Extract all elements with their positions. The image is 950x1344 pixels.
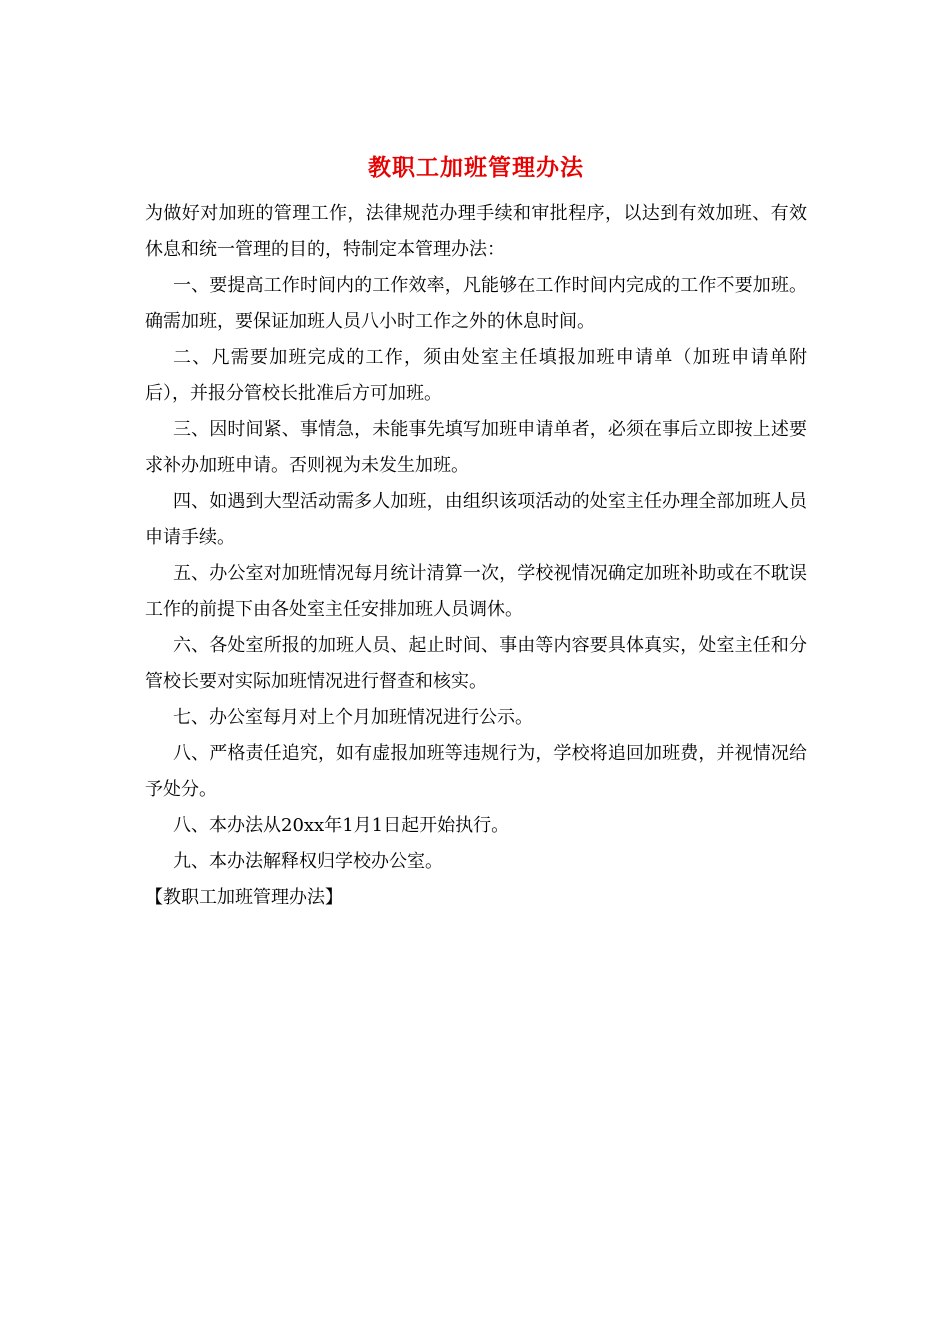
clause-paragraph: 二、凡需要加班完成的工作，须由处室主任填报加班申请单（加班申请单附后），并报分管校长批准后方可加班。 [145, 347, 807, 404]
clause-paragraph: 八、本办法从20xx年1月1日起开始执行。 [173, 815, 510, 836]
clause-paragraph: 八、严格责任追究，如有虚报加班等违规行为，学校将追回加班费，并视情况给予处分。 [145, 743, 807, 800]
clause-paragraph: 七、办公室每月对上个月加班情况进行公示。 [173, 707, 533, 728]
clause-paragraph: 三、因时间紧、事情急，未能事先填写加班申请单者，必须在事后立即按上述要求补办加班申请。否则视为未发生加班。 [145, 419, 807, 476]
document-title: 教职工加班管理办法 [368, 154, 584, 181]
clause-paragraph: 九、本办法解释权归学校办公室。 [173, 851, 443, 872]
clause-paragraph: 六、各处室所报的加班人员、起止时间、事由等内容要具体真实，处室主任和分管校长要对实际加班情况进行督查和核实。 [145, 635, 807, 692]
document-body [145, 148, 807, 916]
clause-paragraph: 五、办公室对加班情况每月统计清算一次，学校视情况确定加班补助或在不耽误工作的前提下由各处室主任安排加班人员调休。 [145, 563, 807, 620]
intro-paragraph: 为做好对加班的管理工作，法律规范办理手续和审批程序，以达到有效加班、有效休息和统一管理的目的，特制定本管理办法： [145, 203, 807, 260]
document-footer: 【教职工加班管理办法】 [145, 887, 343, 908]
clause-paragraph: 一、要提高工作时间内的工作效率，凡能够在工作时间内完成的工作不要加班。确需加班，要保证加班人员八小时工作之外的休息时间。 [145, 275, 807, 332]
clause-paragraph: 四、如遇到大型活动需多人加班，由组织该项活动的处室主任办理全部加班人员申请手续。 [145, 491, 807, 548]
